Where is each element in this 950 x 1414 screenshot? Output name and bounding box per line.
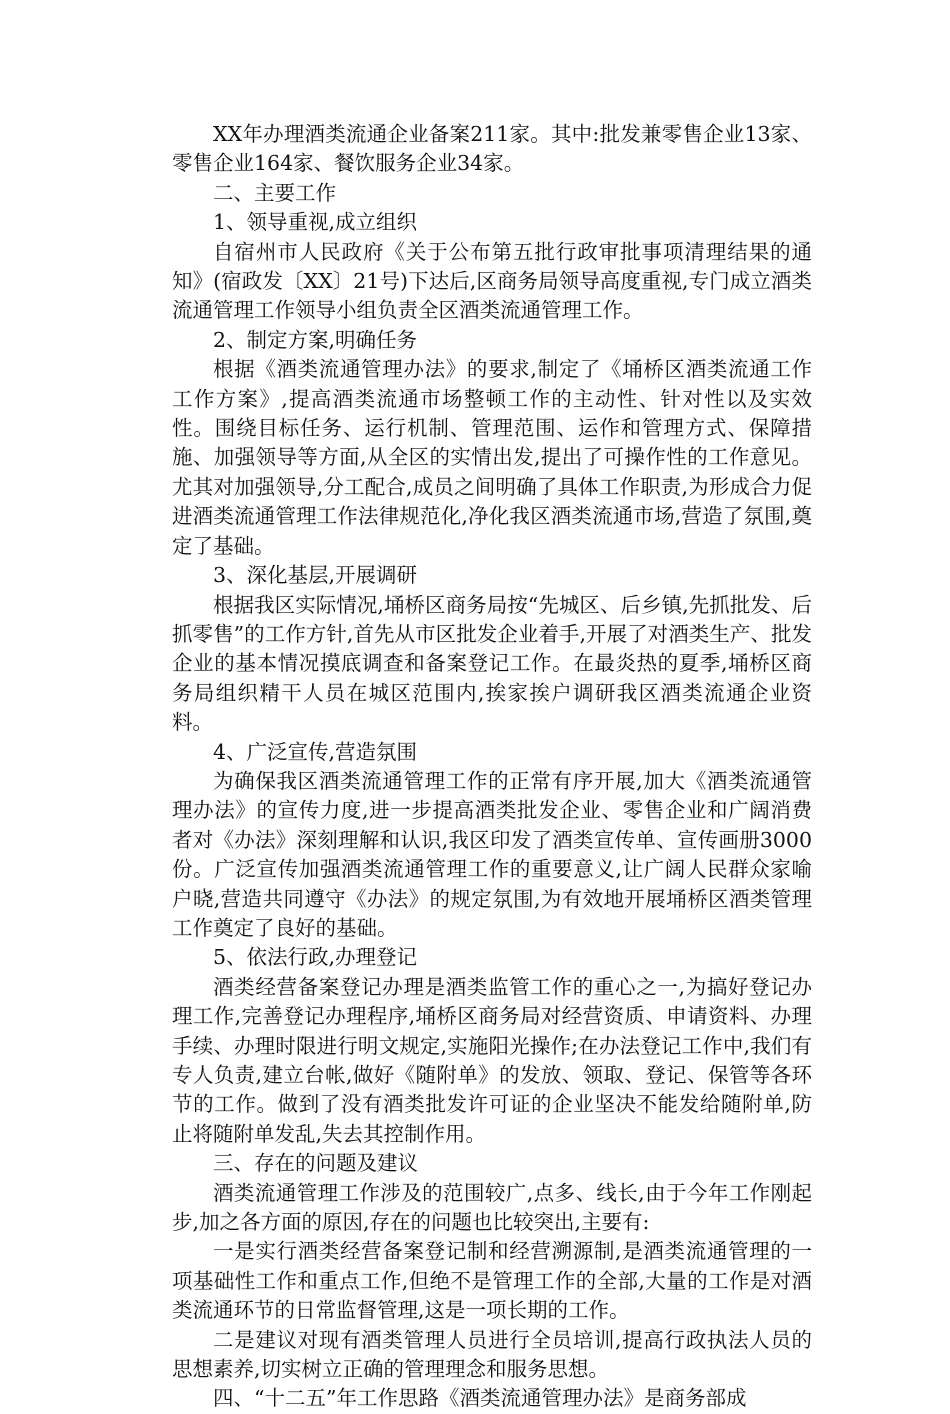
paragraph-twelfth-five-year: 四、“十二五”年工作思路《酒类流通管理办法》是商务部成 (213, 1386, 747, 1411)
subheading-registration: 5、依法行政,办理登记 (213, 945, 418, 970)
document-body (172, 120, 812, 1414)
paragraph-plan: 根据《酒类流通管理办法》的要求,制定了《埇桥区酒类流通工作工作方案》,提高酒类流通市场整顿工作的主动性、针对性以及实效性。围绕目标任务、运行机制、管理范围、运作和管理方式、保障措施、加强领导等方面,从全区的实情出发,提出了可操作性的工作意见。尤其对加强领导,分工配合,成员之间明确了具体工作职责,为形成合力促进酒类流通管理工作法律规范化,净化我区酒类流通市场,营造了氛围,奠定了基础。 (172, 357, 812, 558)
paragraph-problems-intro: 酒类流通管理工作涉及的范围较广,点多、线长,由于今年工作刚起步,加之各方面的原因,存在的问题也比较突出,主要有: (172, 1180, 812, 1235)
section-heading-main-work: 二、主要工作 (213, 180, 336, 205)
subheading-plan: 2、制定方案,明确任务 (213, 327, 418, 352)
paragraph-problem-one: 一是实行酒类经营备案登记制和经营溯源制,是酒类流通管理的一项基础性工作和重点工作,但绝不是管理工作的全部,大量的工作是对酒类流通环节的日常监督管理,这是一项长期的工作。 (172, 1239, 812, 1323)
paragraph-problem-two: 二是建议对现有酒类管理人员进行全员培训,提高行政执法人员的思想素养,切实树立正确的管理理念和服务思想。 (172, 1327, 812, 1382)
subheading-research: 3、深化基层,开展调研 (213, 563, 418, 588)
subheading-publicity: 4、广泛宣传,营造氛围 (213, 739, 418, 764)
paragraph-research: 根据我区实际情况,埇桥区商务局按“先城区、后乡镇,先抓批发、后抓零售”的工作方针,首先从市区批发企业着手,开展了对酒类生产、批发企业的基本情况摸底调查和备案登记工作。在最炎热的夏季,埇桥区商务局组织精干人员在城区范围内,挨家挨户调研我区酒类流通企业资料。 (172, 592, 812, 735)
paragraph-publicity: 为确保我区酒类流通管理工作的正常有序开展,加大《酒类流通管理办法》的宣传力度,进一步提高酒类批发企业、零售企业和广阔消费者对《办法》深刻理解和认识,我区印发了酒类宣传单、宣传画册3000份。广泛宣传加强酒类流通管理工作的重要意义,让广阔人民群众家喻户晓,营造共同遵守《办法》的规定氛围,为有效地开展埇桥区酒类管理工作奠定了良好的基础。 (172, 768, 812, 940)
paragraph-leadership: 自宿州市人民政府《关于公布第五批行政审批事项清理结果的通知》(宿政发〔XX〕21号)下达后,区商务局领导高度重视,专门成立酒类流通管理工作领导小组负责全区酒类流通管理工作。 (172, 239, 812, 323)
paragraph-filing-summary: XX年办理酒类流通企业备案211家。其中:批发兼零售企业13家、零售企业164家、餐饮服务企业34家。 (172, 122, 812, 176)
section-heading-problems: 三、存在的问题及建议 (213, 1151, 418, 1176)
subheading-leadership: 1、领导重视,成立组织 (213, 210, 418, 235)
paragraph-registration: 酒类经营备案登记办理是酒类监管工作的重心之一,为搞好登记办理工作,完善登记办理程序,埇桥区商务局对经营资质、申请资料、办理手续、办理时限进行明文规定,实施阳光操作;在办法登记工作中,我们有专人负责,建立台帐,做好《随附单》的发放、领取、登记、保管等各环节的工作。做到了没有酒类批发许可证的企业坚决不能发给随附单,防止将随附单发乱,失去其控制作用。 (172, 974, 812, 1146)
